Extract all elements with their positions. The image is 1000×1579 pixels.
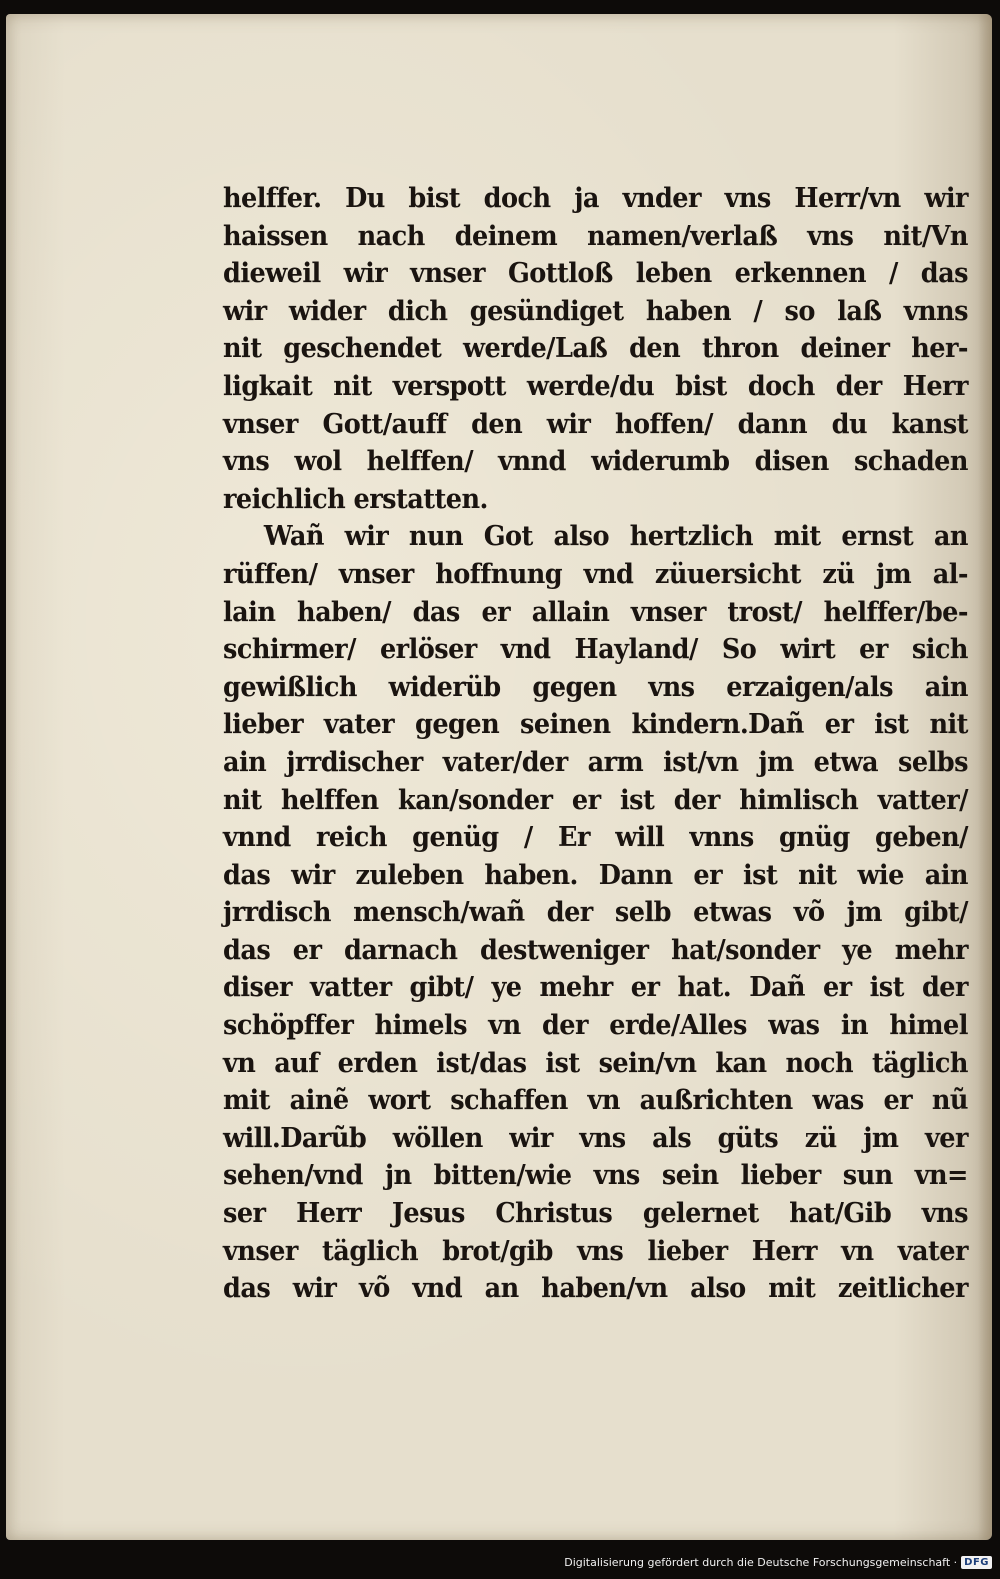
text-line: reichlich erstatten. [223,482,488,515]
text-line: ligkait nit verspott werde/du bist doch der Herr [223,369,968,402]
funding-footer [564,1551,992,1573]
blackletter-text-block [223,180,968,1308]
text-line: helffer. Du bist doch ja vnder vns Herr/vn wir [223,182,968,214]
text-line: nit helffen kan/sonder er ist der himlisch vatter/ [223,783,968,816]
text-line: gewißlich widerüb gegen vns erzaigen/als ain [223,670,968,703]
book-page [6,14,992,1540]
text-line: nit geschendet werde/Laß den thron deiner her- [223,332,968,365]
page-edge-shadow [978,14,992,1540]
text-line: vnnd reich genüg / Er will vnns gnüg geben/ [223,821,968,854]
text-line: diser vatter gibt/ ye mehr er hat. Dañ er ist der [223,971,968,1004]
dfg-logo: DFG [961,1556,992,1569]
text-line: ser Herr Jesus Christus gelernet hat/Gib vns [223,1197,968,1230]
text-line: vn auf erden ist/das ist sein/vn kan noch täglich [223,1046,968,1079]
text-line: das wir võ vnd an haben/vn also mit zeitlicher [223,1272,968,1305]
text-line: mit ainẽ wort schaffen vn außrichten was er nũ [223,1084,968,1117]
text-line: lieber vater gegen seinen kindern.Dañ er ist nit [223,708,968,741]
text-line: vnser Gott/auff den wir hoffen/ dann du kanst [223,407,968,440]
text-line: dieweil wir vnser Gottloß leben erkennen / das [223,257,968,290]
text-line: schöpffer himels vn der erde/Alles was in himel [223,1009,968,1042]
text-line: ain jrrdischer vater/der arm ist/vn jm etwa selbs [223,745,968,778]
text-line: vnser täglich brot/gib vns lieber Herr vn vater [223,1234,968,1267]
text-line: sehen/vnd jn bitten/wie vns sein lieber sun vn= [223,1159,968,1192]
text-line: haissen nach deinem namen/verlaß vns nit/Vn [223,219,968,252]
text-line: rüffen/ vnser hoffnung vnd züuersicht zü jm al- [223,557,968,590]
text-line: das er darnach destweniger hat/sonder ye mehr [223,933,968,966]
text-line: schirmer/ erlöser vnd Hayland/ So wirt er sich [223,633,968,666]
text-line: wir wider dich gesündiget haben / so laß vnns [223,294,968,327]
funding-credit: Digitalisierung gefördert durch die Deutsche Forschungsgemeinschaft · [564,1555,958,1569]
text-line: jrrdisch mensch/wañ der selb etwas võ jm gibt/ [223,896,968,929]
text-line: das wir zuleben haben. Dann er ist nit wie ain [223,858,968,891]
text-line: lain haben/ das er allain vnser trost/ helffer/be- [223,595,968,628]
text-line: will.Darũb wöllen wir vns als güts zü jm ver [223,1121,968,1154]
text-line: vns wol helffen/ vnnd widerumb disen schaden [223,445,968,478]
text-line-paragraph-start: Wañ wir nun Got also hertzlich mit ernst an [263,520,968,553]
